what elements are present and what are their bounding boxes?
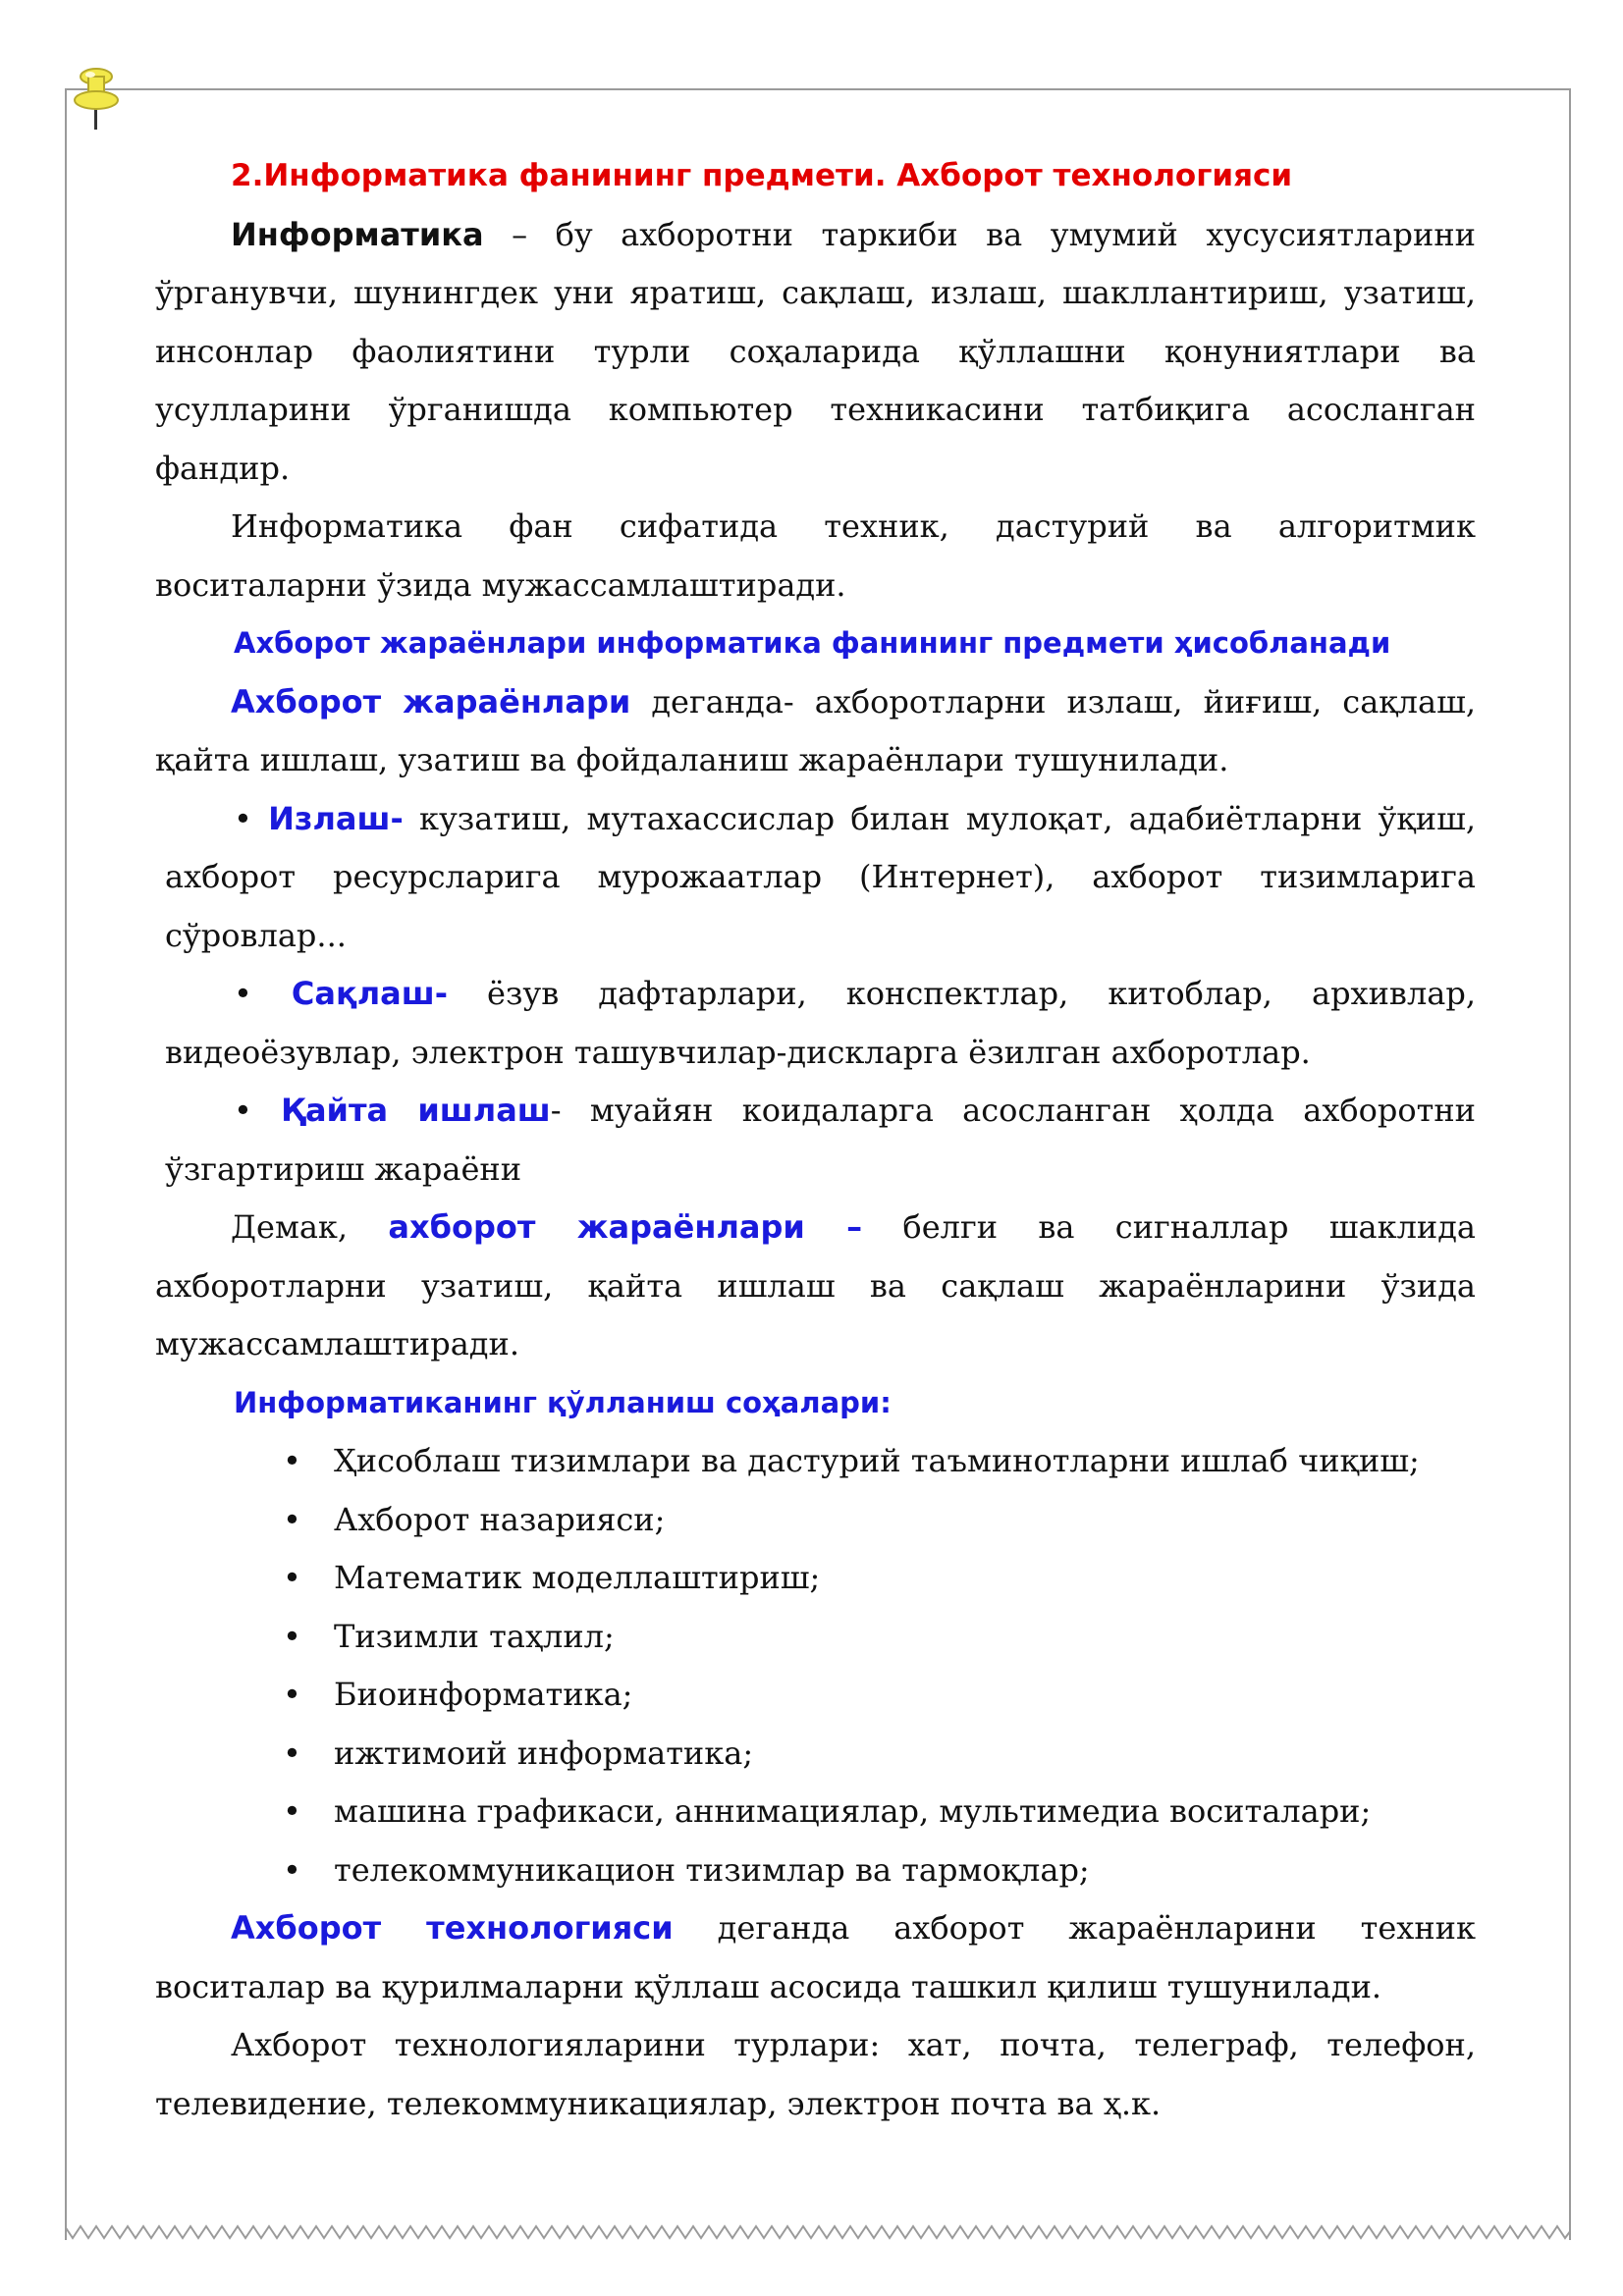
list-item: [165, 790, 1476, 966]
conclusion-text: белги ва сигналлар шаклида ахборотларни узатиш, қайта ишлаш ва сақлаш жараёнларини ўзида мужассамлаштиради.: [155, 1208, 1477, 1362]
list-item: • телекоммуникацион тизимлар ва тармоқлар;: [283, 1842, 1476, 1900]
bullet-icon: •: [234, 799, 252, 837]
document-body: [155, 147, 1476, 2133]
term-info-processes: ахборот жараёнлари –: [388, 1208, 863, 1246]
list-item: [165, 965, 1476, 1082]
technology-text: деганда ахборот жараёнларини техник воситалар ва қурилмаларни қўллаш асосида ташкил қилиш тушунилади.: [155, 1909, 1477, 2005]
paragraph-conclusion: [155, 1199, 1476, 1374]
term-informatics: Информатика: [231, 215, 484, 253]
term-search: Излаш-: [268, 799, 404, 837]
list-item-text: ёзув дафтарлари, конспектлар, китоблар, архивлар, видеоёзувлар, электрон ташувчилар-дискларга ёзилган ахборотлар.: [165, 975, 1477, 1071]
list-item: • машина графикаси, аннимациялар, мультимедиа воситалари;: [283, 1783, 1476, 1842]
paragraph-definition: [155, 206, 1476, 499]
subheading-processes: Ахборот жараёнлари информатика фанининг предмети ҳисобланади: [234, 626, 1391, 660]
definition-text: – бу ахборотни таркиби ва умумий хусусиятларини ўрганувчи, шунингдек уни яратиш, сақлаш, излаш, шакллантириш, узатиш, инсонлар фаолиятини турли соҳаларида қўллашни қонуниятлари ва усулларини ўрганишда компьютер техникасини татбиқига асосланган фандир.: [155, 215, 1476, 487]
bullet-icon: •: [234, 1092, 252, 1129]
paragraph-types: Ахборот технологияларини турлари: хат, почта, телеграф, телефон, телевидение, телекоммуникациялар, электрон почта ва ҳ.к.: [155, 2026, 1476, 2122]
list-item-text: кузатиш, мутахассислар билан мулоқат, адабиётларни ўқиш, ахборот ресурсларига мурожаатлар (Интернет), ахборот тизимларига сўровлар...: [165, 799, 1477, 954]
areas-list: [155, 1432, 1476, 1899]
term-processes: Ахборот жараёнлари: [231, 682, 631, 721]
list-item: • ижтимоий информатика;: [283, 1725, 1476, 1784]
torn-edge: [65, 2224, 1571, 2252]
list-item: • Тизимли таҳлил;: [283, 1608, 1476, 1667]
conclusion-start: Демак,: [231, 1208, 389, 1246]
list-item: • Ахборот назарияси;: [283, 1491, 1476, 1550]
term-storage: Сақлаш-: [291, 975, 448, 1012]
processes-text: деганда- ахборотларни излаш, йиғиш, сақлаш, қайта ишлаш, узатиш ва фойдаланиш жараёнлари тушунилади.: [155, 682, 1477, 778]
paragraph-means: Информатика фан сифатида техник, дастурий ва алгоритмик воситаларни ўзида мужассамлаштиради.: [155, 507, 1476, 604]
term-processing: Қайта ишлаш: [281, 1092, 551, 1129]
list-item: [165, 1082, 1476, 1199]
bullet-icon: •: [234, 975, 252, 1012]
list-item: • Математик моделлаштириш;: [283, 1549, 1476, 1608]
page-title: 2.Информатика фанининг предмети. Ахборот технологияси: [231, 158, 1293, 193]
list-item: • Биоинформатика;: [283, 1666, 1476, 1725]
subheading-areas: Информатиканинг қўлланиш соҳалари:: [234, 1385, 892, 1419]
term-technology: Ахборот технологияси: [231, 1909, 674, 1947]
list-item-text: - муайян коидаларга асосланган ҳолда ахборотни ўзгартириш жараёни: [165, 1092, 1477, 1188]
paragraph-technology: [155, 1899, 1476, 2016]
process-list: [155, 790, 1476, 1200]
list-item: • Ҳисоблаш тизимлари ва дастурий таъминотларни ишлаб чиқиш;: [283, 1432, 1476, 1491]
pushpin-icon: [73, 63, 122, 141]
paragraph-processes: [155, 673, 1476, 790]
